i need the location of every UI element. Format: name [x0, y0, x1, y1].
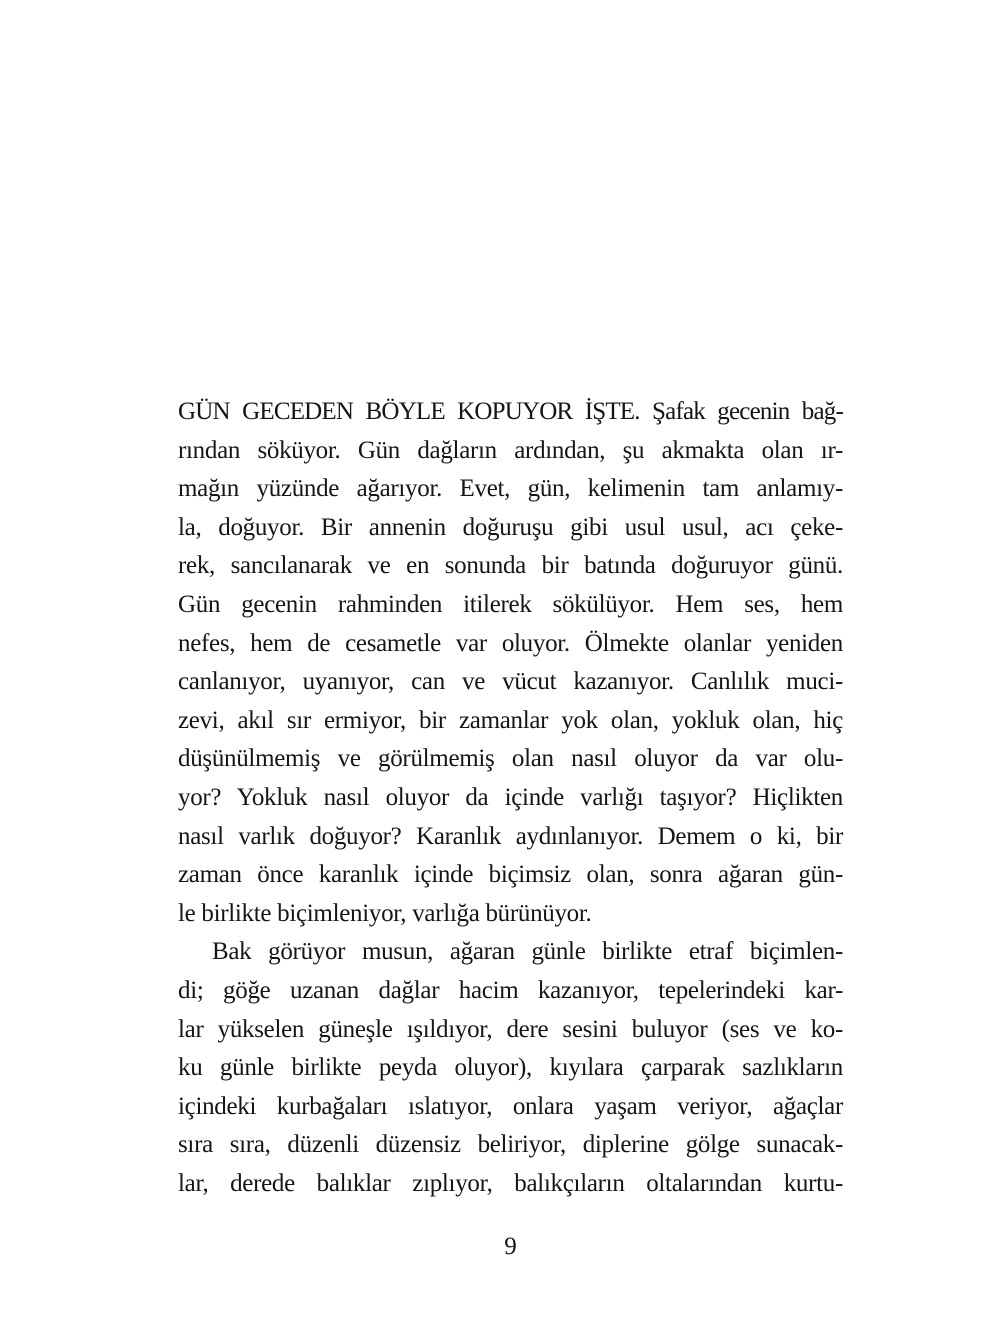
text-line: zaman önce karanlık içinde biçimsiz olan, sonra ağaran gün-: [178, 861, 843, 889]
text-line: düşünülmemiş ve görülmemiş olan nasıl oluyor da var olu-: [178, 745, 843, 773]
text-line: Gün gecenin rahminden itilerek sökülüyor. Hem ses, hem: [178, 590, 843, 618]
text-line: nefes, hem de cesametle var oluyor. Ölmekte olanlar yeniden: [178, 629, 843, 657]
text-line: rından söküyor. Gün dağların ardından, şu akmakta olan ır-: [178, 436, 843, 464]
text-line: la, doğuyor. Bir annenin doğuruşu gibi usul usul, acı çeke-: [178, 513, 843, 541]
text-line: rek, sancılanarak ve en sonunda bir batında doğuruyor günü.: [178, 552, 843, 580]
text-line: le birlikte biçimleniyor, varlığa bürünüyor.: [178, 899, 592, 927]
page-number: 9: [504, 1233, 517, 1260]
text-line: mağın yüzünde ağarıyor. Evet, gün, kelimenin tam anlamıy-: [178, 475, 843, 503]
text-line: ku günle birlikte peyda oluyor), kıyılara çarparak sazlıkların: [178, 1054, 843, 1082]
text-line: lar yükselen güneşle ışıldıyor, dere sesini buluyor (ses ve ko-: [178, 1015, 843, 1043]
text-line: di; göğe uzanan dağlar hacim kazanıyor, tepelerindeki kar-: [178, 976, 843, 1004]
text-line: Bak görüyor musun, ağaran günle birlikte etraf biçimlen-: [212, 938, 843, 966]
text-block: [178, 393, 843, 1203]
text-line: zevi, akıl sır ermiyor, bir zamanlar yok olan, yokluk olan, hiç: [178, 706, 843, 734]
text-line: nasıl varlık doğuyor? Karanlık aydınlanıyor. Demem o ki, bir: [178, 822, 843, 850]
text-line: lar, derede balıklar zıplıyor, balıkçıların oltalarından kurtu-: [178, 1169, 843, 1197]
text-line: canlanıyor, uyanıyor, can ve vücut kazanıyor. Canlılık muci-: [178, 668, 843, 696]
text-line: GÜN GECEDEN BÖYLE KOPUYOR İŞTE. Şafak gecenin bağ-: [178, 398, 843, 425]
text-line: içindeki kurbağaları ıslatıyor, onlara yaşam veriyor, ağaçlar: [178, 1092, 843, 1120]
text-line: sıra sıra, düzenli düzensiz beliriyor, diplerine gölge sunacak-: [178, 1131, 843, 1159]
text-line: yor? Yokluk nasıl oluyor da içinde varlığı taşıyor? Hiçlikten: [178, 783, 843, 811]
